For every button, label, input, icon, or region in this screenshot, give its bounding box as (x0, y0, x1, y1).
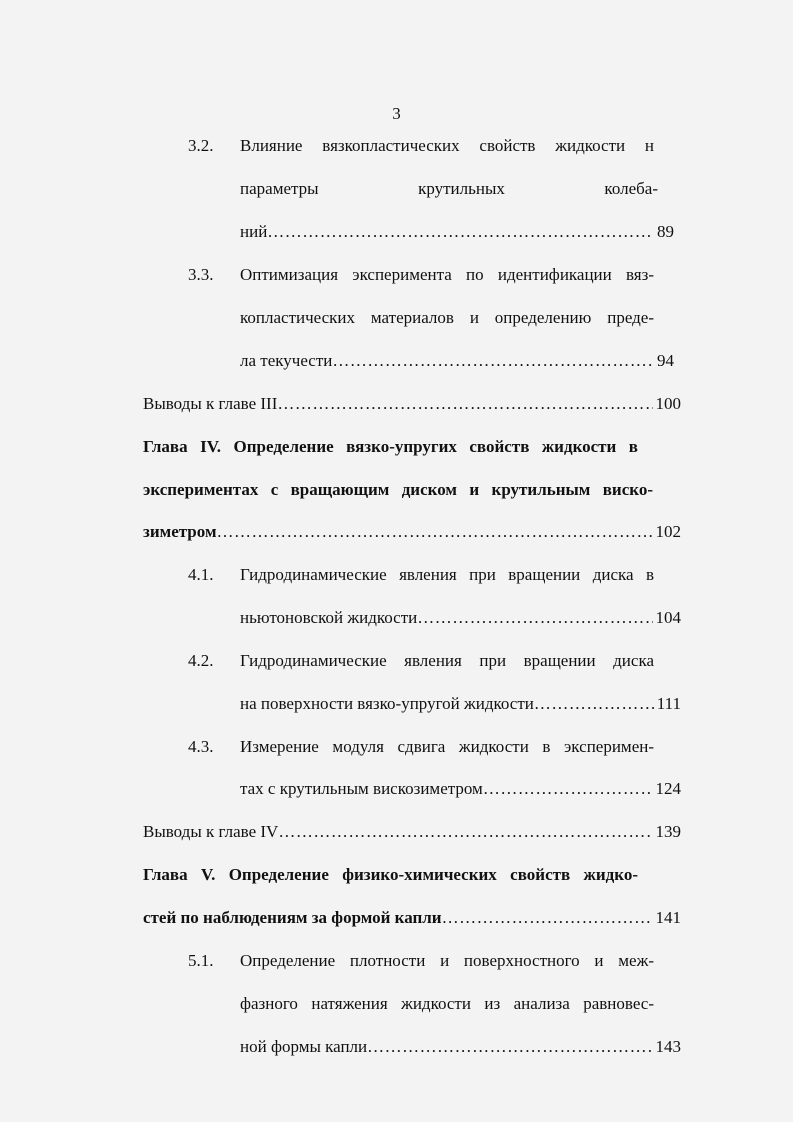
page-number: 3 (392, 104, 401, 123)
toc-page: 102 (655, 522, 681, 541)
toc-line: Гидродинамические явления при вращении диска (240, 651, 654, 670)
toc-entry-leader (240, 693, 681, 715)
toc-entry-leader (143, 521, 681, 543)
toc-page: 143 (655, 1037, 681, 1056)
dot-leader (267, 221, 654, 243)
toc-page: 89 (657, 222, 674, 241)
toc-entry-leader (240, 1036, 681, 1058)
toc-page: 94 (657, 351, 674, 370)
section-number: 3.3. (188, 265, 214, 284)
toc-entry-text: Выводы к главе IV (143, 822, 279, 841)
section-number: 4.1. (188, 565, 214, 584)
toc-entry-text: Выводы к главе III (143, 394, 278, 413)
toc-entry-text: ньютоновской жидкости (240, 608, 418, 627)
toc-line: Измерение модуля сдвига жидкости в эксперимен- (240, 737, 654, 756)
toc-entry-text: ной формы капли (240, 1037, 368, 1056)
toc-entry-text: на поверхности вязко-упругой жидкости (240, 694, 534, 713)
chapter-heading-line: экспериментах с вращающим диском и крутильным виско- (143, 480, 653, 499)
dot-leader (278, 821, 652, 843)
toc-entry-leader (143, 393, 681, 415)
dot-leader (534, 693, 654, 715)
toc-entry-leader (240, 221, 674, 243)
toc-entry-leader (240, 350, 674, 372)
dot-leader (277, 393, 652, 415)
toc-entry-text: ний (240, 222, 268, 241)
toc-entry-text: тах с крутильным вискозиметром (240, 779, 483, 798)
toc-line: копластических материалов и определению преде- (240, 308, 654, 327)
toc-line (240, 178, 658, 200)
toc-page: 100 (655, 394, 681, 413)
toc-line: Гидродинамические явления при вращении диска в (240, 565, 654, 584)
toc-entry-leader (240, 607, 681, 629)
toc-page: 139 (655, 822, 681, 841)
dot-leader (217, 521, 653, 543)
toc-word: крутильных (418, 179, 505, 198)
toc-page: 104 (655, 608, 681, 627)
toc-page: 141 (655, 908, 681, 927)
toc-entry-leader (143, 821, 681, 843)
toc-word: колеба- (604, 179, 658, 198)
toc-entry-text: ла текучести (240, 351, 333, 370)
toc-page: 124 (655, 779, 681, 798)
toc-line: Оптимизация эксперимента по идентификации вяз- (240, 265, 654, 284)
dot-leader (332, 350, 654, 372)
dot-leader (483, 778, 653, 800)
section-number: 4.2. (188, 651, 214, 670)
section-number: 3.2. (188, 136, 214, 155)
section-number: 5.1. (188, 951, 214, 970)
dot-leader (442, 907, 653, 929)
dot-leader (417, 607, 652, 629)
toc-line: фазного натяжения жидкости из анализа равновес- (240, 994, 654, 1013)
section-number: 4.3. (188, 737, 214, 756)
toc-page: 111 (656, 694, 681, 713)
toc-entry-text: зиметром (143, 522, 217, 541)
chapter-heading-line: Глава V. Определение физико-химических свойств жидко- (143, 865, 638, 884)
toc-entry-text: стей по наблюдениям за формой капли (143, 908, 442, 927)
chapter-heading-line: Глава IV. Определение вязко-упругих свойств жидкости в (143, 437, 638, 456)
toc-entry-leader (143, 907, 681, 929)
dot-leader (367, 1036, 652, 1058)
toc-entry-leader (240, 778, 681, 800)
toc-line: Определение плотности и поверхностного и меж- (240, 951, 654, 970)
toc-word: параметры (240, 179, 319, 198)
toc-line: Влияние вязкопластических свойств жидкости н (240, 136, 654, 155)
